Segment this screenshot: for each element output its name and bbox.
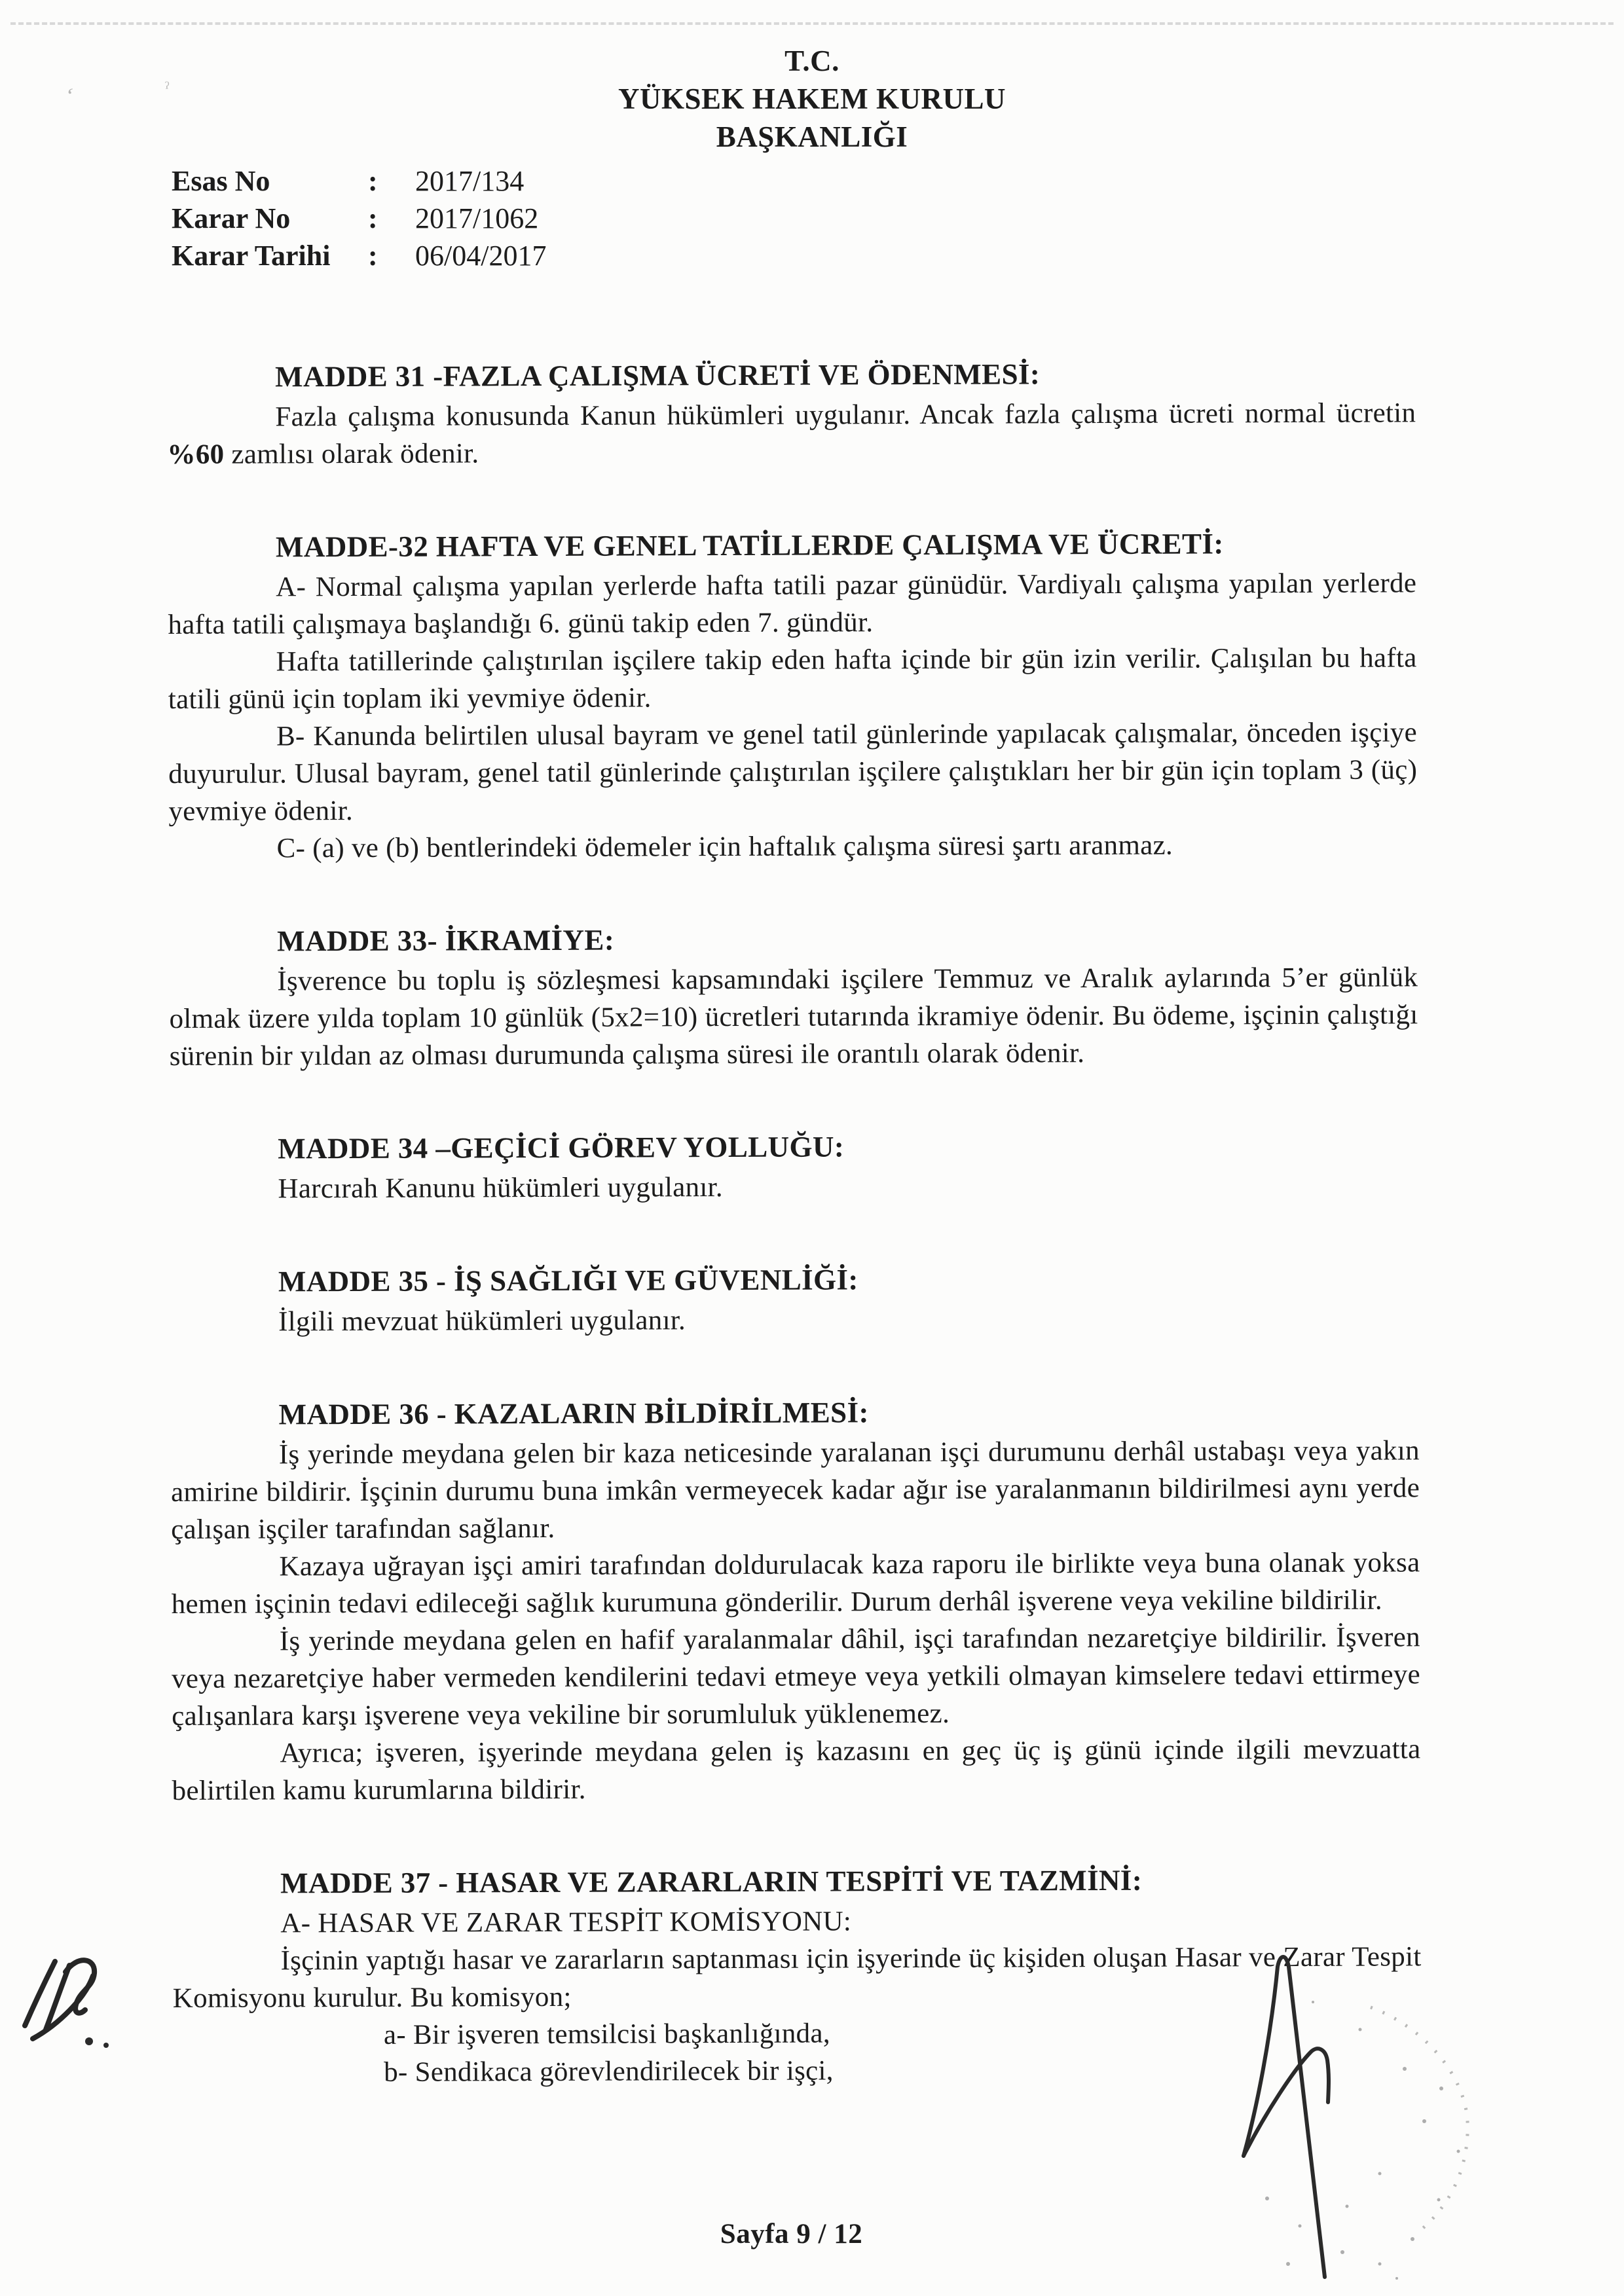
section-title: MADDE 33- İKRAMİYE:	[277, 923, 615, 958]
text-run: İlgili mevzuat hükümleri uygulanır.	[278, 1305, 686, 1338]
text-run: Ayrıca; işveren, işyerinde meydana gelen iş kazasını en geç üç iş günü içinde ilgili mevzuatta belirtilen kamu kurumlarına bildirir.	[172, 1734, 1421, 1806]
text-run: Hafta tatillerinde çalıştırılan işçilere takip eden hafta içinde bir gün izin verilir. Çalışılan bu hafta tatili günü için toplam iki yevmiye ödenir.	[168, 642, 1417, 715]
meta-row	[172, 200, 1624, 237]
text-run: b- Sendikaca görevlendirilecek bir işçi,	[384, 2055, 834, 2088]
text-run: Fazla çalışma konusunda Kanun hükümleri uygulanır. Ancak fazla çalışma ücreti normal ücretin	[275, 397, 1416, 433]
paragraph	[170, 1166, 1418, 1208]
scan-artifact-speck: ʻ	[63, 83, 76, 109]
paragraph	[167, 394, 1416, 473]
text-run: İş yerinde meydana gelen bir kaza neticesinde yaralanan işçi durumunu derhâl ustabaşı veya yakın amirine bildirir. İşçinin durumu buna imkân vermeyecek kadar ağır ise yaralanmanın bildirilmesi aynı yerde çalışan işçiler tarafından sağlanır.	[170, 1435, 1420, 1545]
case-meta	[172, 162, 1624, 274]
meta-row	[172, 162, 1624, 200]
section-title: MADDE 37 - HASAR VE ZARARLARIN TESPİTİ VE TAZMİNİ:	[280, 1863, 1143, 1900]
paragraph	[169, 826, 1418, 867]
madde-section	[169, 918, 1418, 1075]
meta-label: Karar Tarihi	[172, 240, 331, 272]
section-title: MADDE 31 -FAZLA ÇALIŞMA ÜCRETİ VE ÖDENMESİ:	[275, 357, 1041, 393]
text-run: Kazaya uğrayan işçi amiri tarafından doldurulacak kaza raporu ile birlikte veya buna olanak yoksa hemen işçinin tedavi edileceği sağlık kurumuna gönderilir. Durum derhâl işverene veya vekiline bildirilir.	[171, 1547, 1420, 1620]
paraph-initials-scribble	[13, 1952, 144, 2056]
text-run: a- Bir işveren temsilcisi başkanlığında,	[383, 2018, 830, 2050]
section-title: MADDE 36 - KAZALARIN BİLDİRİLMESİ:	[278, 1396, 869, 1431]
meta-separator: :	[368, 240, 378, 272]
paragraph	[168, 564, 1416, 644]
text-run: Harcırah Kanunu hükümleri uygulanır.	[278, 1172, 724, 1205]
list-item	[384, 2013, 1422, 2054]
meta-label: Esas No	[172, 165, 270, 197]
paragraph	[171, 1544, 1420, 1623]
meta-value: 2017/1062	[415, 202, 539, 234]
text-run: İşçinin yaptığı hasar ve zararların saptanması için işyerinde üç kişiden oluşan Hasar ve Zarar Tespit Komisyonu kurulur. Bu komisyon;	[172, 1941, 1422, 2014]
section-title: MADDE 35 - İŞ SAĞLIĞI VE GÜVENLİĞİ:	[278, 1263, 858, 1298]
text-run: B- Kanunda belirtilen ulusal bayram ve genel tatil günlerinde yapılacak çalışmalar, önceden işçiye duyurulur. Ulusal bayram, genel tatil günlerinde çalıştırılan işçilere çalıştıkları her bir gün için toplam 3 (üç) yevmiye ödenir.	[168, 717, 1418, 827]
meta-row	[172, 237, 1624, 274]
madde-section	[172, 1860, 1422, 2092]
paragraph	[172, 1938, 1421, 2017]
madde-section	[167, 354, 1416, 473]
section-title: MADDE-32 HAFTA VE GENEL TATİLLERDE ÇALIŞMA VE ÜCRETİ:	[275, 527, 1224, 564]
header-line-tc: T.C.	[784, 45, 840, 77]
text-run: %60	[167, 439, 225, 470]
meta-label: Karar No	[172, 202, 291, 234]
paragraph	[172, 1730, 1420, 1810]
text-run: zamlısı olarak ödenir.	[224, 438, 479, 470]
page-number: Sayfa 9 / 12	[720, 2219, 863, 2250]
madde-section	[168, 524, 1418, 867]
meta-separator: :	[368, 165, 378, 197]
meta-value: 06/04/2017	[415, 240, 547, 272]
meta-value: 2017/134	[415, 165, 525, 197]
madde-section	[170, 1258, 1419, 1341]
madde-section	[170, 1125, 1418, 1208]
paragraph	[168, 714, 1418, 830]
text-run: C- (a) ve (b) bentlerindeki ödemeler için haftalık çalışma süresi şartı aranmaz.	[276, 829, 1173, 864]
meta-separator: :	[368, 202, 378, 234]
text-run: İşverence bu toplu iş sözleşmesi kapsamındaki işçilere Temmuz ve Aralık aylarında 5’er günlük olmak üzere yılda toplam 10 günlük (5x2=10) ücretleri tutarında ikramiye ödenir. Bu ödeme, işçinin çalıştığı sürenin bir yıldan az olması durumunda çalışma süresi ile orantılı olarak ödenir.	[169, 962, 1418, 1072]
text-run: A- Normal çalışma yapılan yerlerde hafta tatili pazar günüdür. Vardiyalı çalışma yapılan yerlerde hafta tatili çalışmaya başlandığı 6. günü takip eden 7. gündür.	[168, 568, 1417, 640]
paragraph	[170, 1299, 1419, 1341]
madde-section	[171, 1391, 1421, 1810]
paragraph	[168, 639, 1417, 718]
paragraph	[172, 1618, 1421, 1735]
header-line-kurul: YÜKSEK HAKEM KURULU	[618, 82, 1006, 115]
scan-artifact-dashed-line	[10, 22, 1614, 25]
paragraph	[171, 1432, 1420, 1548]
text-run: İş yerinde meydana gelen en hafif yaralanmalar dâhil, işçi tarafından nezaretçiye bildirilir. İşveren veya nezaretçiye haber vermeden kendilerini tedavi etmeye veya yetkili olmayan kimselere tedavi ettirmeye çalışanlara karşı işverene veya vekiline bir sorumluluk yüklenemez.	[171, 1622, 1421, 1732]
text-run: A- HASAR VE ZARAR TESPİT KOMİSYONU:	[280, 1906, 852, 1939]
paragraph	[169, 958, 1418, 1075]
section-subheading	[172, 1901, 1421, 1942]
section-title: MADDE 34 –GEÇİCİ GÖREV YOLLUĞU:	[278, 1130, 845, 1165]
document-sections	[167, 354, 1422, 2092]
list-item	[384, 2050, 1422, 2091]
header-line-baskanlik: BAŞKANLIĞI	[716, 120, 908, 153]
scan-artifact-speck: ˀ	[165, 79, 170, 98]
